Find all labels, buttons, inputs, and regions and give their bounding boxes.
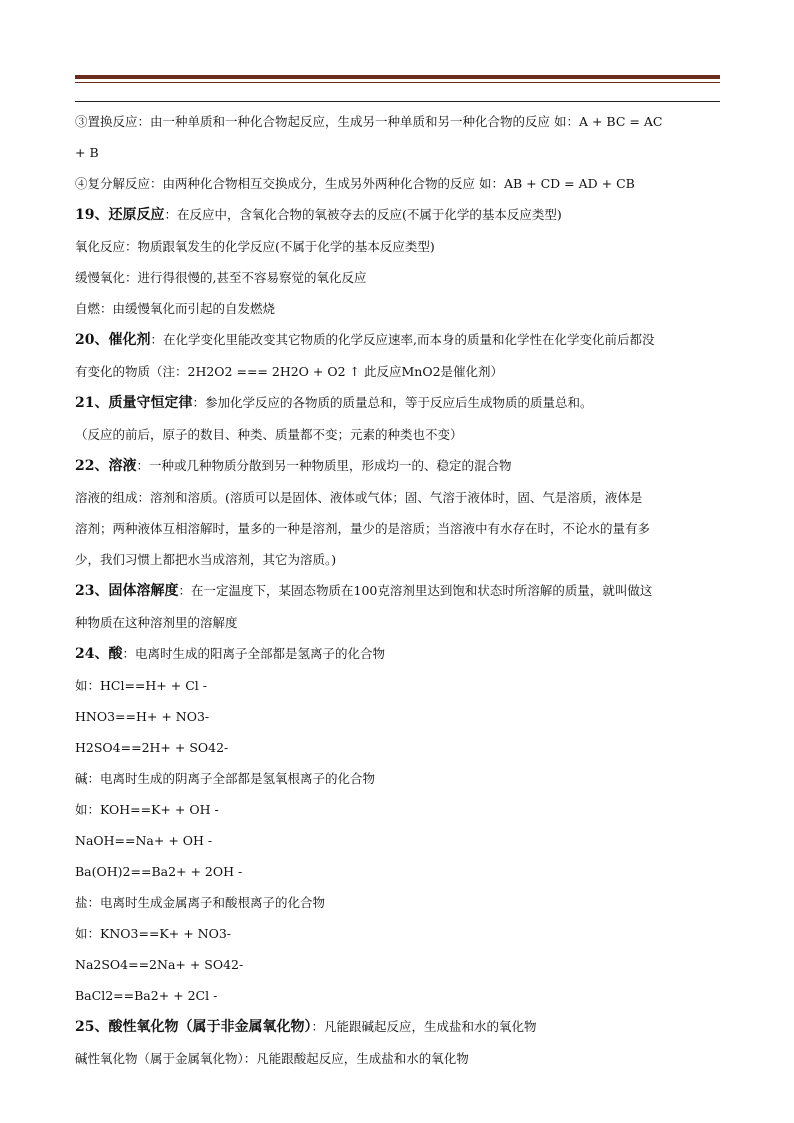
text-line: 如：KNO3==K+ + NO3-	[75, 926, 232, 941]
text-line: 碱性氧化物（属于金属氧化物）：凡能跟酸起反应，生成盐和水的氧化物	[75, 1051, 469, 1066]
section-number: 25、	[75, 1019, 109, 1035]
text-line: H2SO4==2H+ + SO42-	[75, 740, 229, 755]
section-term: 酸性氧化物（属于非金属氧化物）	[108, 1019, 312, 1035]
section-number: 20、	[75, 332, 109, 348]
section-definition: ：参加化学反应的各物质的质量总和，等于反应后生成物质的质量总和。	[192, 395, 593, 410]
section-term: 催化剂	[108, 332, 151, 348]
section-heading-line	[75, 575, 720, 607]
text-line: ③置换反应：由一种单质和一种化合物起反应，生成另一种单质和另一种化合物的反应 如：A + BC = AC	[75, 114, 663, 129]
text-line: Ba(OH)2==Ba2+ + 2OH -	[75, 864, 243, 879]
section-definition: ：电离时生成的阳离子全部都是氢离子的化合物	[122, 646, 385, 661]
section-number: 24、	[75, 646, 109, 662]
section-number: 21、	[75, 395, 109, 411]
text-line: 如：KOH==K+ + OH -	[75, 802, 219, 817]
section-term: 固体溶解度	[108, 583, 179, 599]
header-rule-divider	[75, 101, 720, 102]
header-rule-thin	[75, 82, 720, 83]
text-line: 溶剂；两种液体互相溶解时，量多的一种是溶剂，量少的是溶质；当溶液中有水存在时，不论水的量有多	[75, 521, 651, 536]
text-line: + B	[75, 145, 99, 160]
header-rule-thick	[75, 75, 720, 79]
text-line: ④复分解反应：由两种化合物相互交换成分，生成另外两种化合物的反应 如：AB + CD = AD + CB	[75, 176, 635, 191]
section-definition: ：凡能跟碱起反应，生成盐和水的氧化物	[311, 1019, 537, 1034]
section-term: 酸	[108, 646, 123, 662]
text-line: BaCl2==Ba2+ + 2Cl -	[75, 988, 218, 1003]
text-line: 自燃：由缓慢氧化而引起的自发燃烧	[75, 301, 276, 316]
section-heading-line	[75, 387, 720, 419]
section-heading-line	[75, 199, 720, 231]
text-line: （反应的前后，原子的数目、种类、质量都不变；元素的种类也不变）	[75, 427, 463, 442]
text-line: 少，我们习惯上都把水当成溶剂，其它为溶质。)	[75, 552, 337, 567]
section-term: 溶液	[108, 458, 137, 474]
section-number: 23、	[75, 583, 109, 599]
text-line: 如：HCl==H+ + Cl -	[75, 678, 207, 693]
section-heading-line	[75, 450, 720, 482]
section-definition: ：在化学变化里能改变其它物质的化学反应速率,而本身的质量和化学性在化学变化前后都没	[150, 332, 655, 347]
text-line: 溶液的组成：溶剂和溶质。(溶质可以是固体、液体或气体；固、气溶于液体时，固、气是溶质，液体是	[75, 490, 643, 505]
section-definition: ：一种或几种物质分散到另一种物质里，形成均一的、稳定的混合物	[136, 458, 512, 473]
text-line: 氧化反应：物质跟氧发生的化学反应(不属于化学的基本反应类型)	[75, 239, 435, 254]
section-heading-line	[75, 1011, 720, 1043]
text-line: 碱：电离时生成的阴离子全部都是氢氧根离子的化合物	[75, 771, 376, 786]
section-number: 22、	[75, 458, 109, 474]
text-line: 盐：电离时生成金属离子和酸根离子的化合物	[75, 895, 326, 910]
section-term: 质量守恒定律	[108, 395, 193, 411]
text-line: 有变化的物质（注：2H2O2 === 2H2O + O2 ↑ 此反应MnO2是催化剂）	[75, 364, 504, 379]
document-body	[75, 106, 720, 1074]
text-line: NaOH==Na+ + OH -	[75, 833, 213, 848]
section-heading-line	[75, 324, 720, 356]
section-definition: ：在一定温度下，某固态物质在100克溶剂里达到饱和状态时所溶解的质量，就叫做这	[178, 583, 653, 598]
text-line: 种物质在这种溶剂里的溶解度	[75, 615, 238, 630]
text-line: 缓慢氧化：进行得很慢的,甚至不容易察觉的氧化反应	[75, 270, 367, 285]
text-line: HNO3==H+ + NO3-	[75, 709, 210, 724]
text-line: Na2SO4==2Na+ + SO42-	[75, 957, 244, 972]
section-definition: ：在反应中，含氧化合物的氧被夺去的反应(不属于化学的基本反应类型)	[164, 207, 562, 222]
section-heading-line	[75, 638, 720, 670]
section-number: 19、	[75, 207, 109, 223]
section-term: 还原反应	[108, 207, 165, 223]
